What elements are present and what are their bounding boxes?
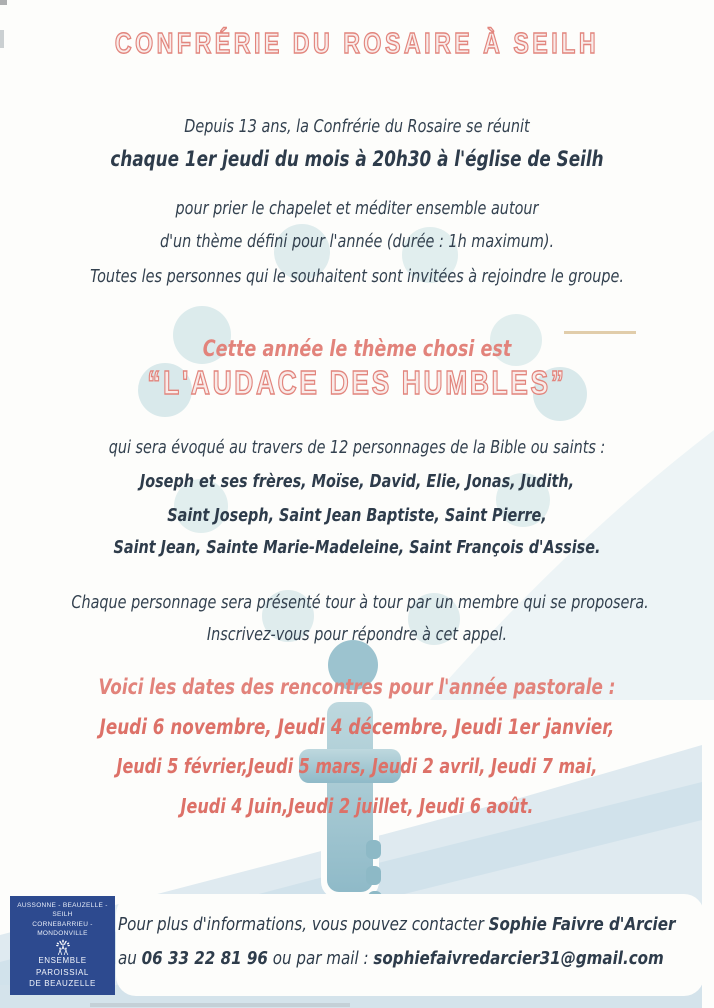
contact-line-1-text: Pour plus d'informations, vous pouvez contacter [118,914,489,935]
intro-line-1: Depuis 13 ans, la Confrérie du Rosaire se réunit [184,116,530,137]
parish-logo-towns [12,901,113,939]
parish-logo-towns-line-2: CORNEBARRIEU - MONDONVILLE [32,920,93,938]
contact-panel [116,894,704,996]
parish-logo-name-line-1: ENSEMBLE PAROISSIAL [36,956,89,977]
parish-logo [10,896,115,995]
dates-line-2: Jeudi 5 février,Jeudi 5 mars, Jeudi 2 avril, Jeudi 7 mai, [116,754,598,778]
parish-logo-name-line-2: DE BEAUZELLE [29,978,96,988]
contact-person-name: Sophie Faivre d'Arcier [488,914,676,935]
intro-line-3: pour prier le chapelet et méditer ensemble autour [175,198,539,219]
rosary-bead [366,840,381,859]
contact-line-2-middle: ou par mail : [267,948,374,969]
intro-line-5: Toutes les personnes qui le souhaitent sont invitées à rejoindre le groupe. [90,266,624,287]
scan-artifact [0,0,7,5]
dates-line-1: Jeudi 6 novembre, Jeudi 4 décembre, Jeudi 1er janvier, [99,715,615,739]
theme-intro: Cette année le thème chosi est [202,337,512,362]
intro-line-4: d'un thème défini pour l'année (durée : 1h maximum). [159,231,555,252]
scan-artifact [90,1003,350,1007]
participation-line-2: Inscrivez-vous pour répondre à cet appel. [206,624,508,645]
saints-line-1: Joseph et ses frères, Moïse, David, Elie, Jonas, Judith, [139,471,575,492]
saints-line-3: Saint Jean, Sainte Marie-Madeleine, Saint François d'Assise. [113,537,601,558]
dates-intro: Voici les dates des rencontres pour l'année pastorale : [98,675,616,699]
scan-artifact [564,331,636,334]
scan-artifact [0,30,4,48]
contact-email: sophiefaivredarcier31@gmail.com [373,948,664,969]
parish-logo-towns-line-1: AUSSONNE - BEAUZELLE - SEILH [17,902,108,919]
participation-line-1: Chaque personnage sera présenté tour à tour par un membre qui se proposera. [71,592,649,613]
contact-line-1 [118,914,676,935]
rosary-bead [366,866,381,885]
theme-title: “L'AUDACE DES HUMBLES” [147,364,567,401]
dates-line-3: Jeudi 4 Juin,Jeudi 2 juillet, Jeudi 6 août. [180,794,534,818]
saints-intro: qui sera évoqué au travers de 12 personnages de la Bible ou saints : [108,437,606,458]
contact-line-2-prefix: au [118,948,142,969]
saints-line-2: Saint Joseph, Saint Jean Baptiste, Saint Pierre, [167,505,547,526]
intro-line-2: chaque 1er jeudi du mois à 20h30 à l'église de Seilh [110,147,604,171]
parish-logo-name [12,955,113,989]
page-title: CONFRÉRIE DU ROSAIRE À SEILH [114,28,600,60]
contact-line-2 [118,948,664,969]
contact-phone: 06 33 22 81 96 [141,948,268,969]
parish-tree-icon [36,939,90,956]
